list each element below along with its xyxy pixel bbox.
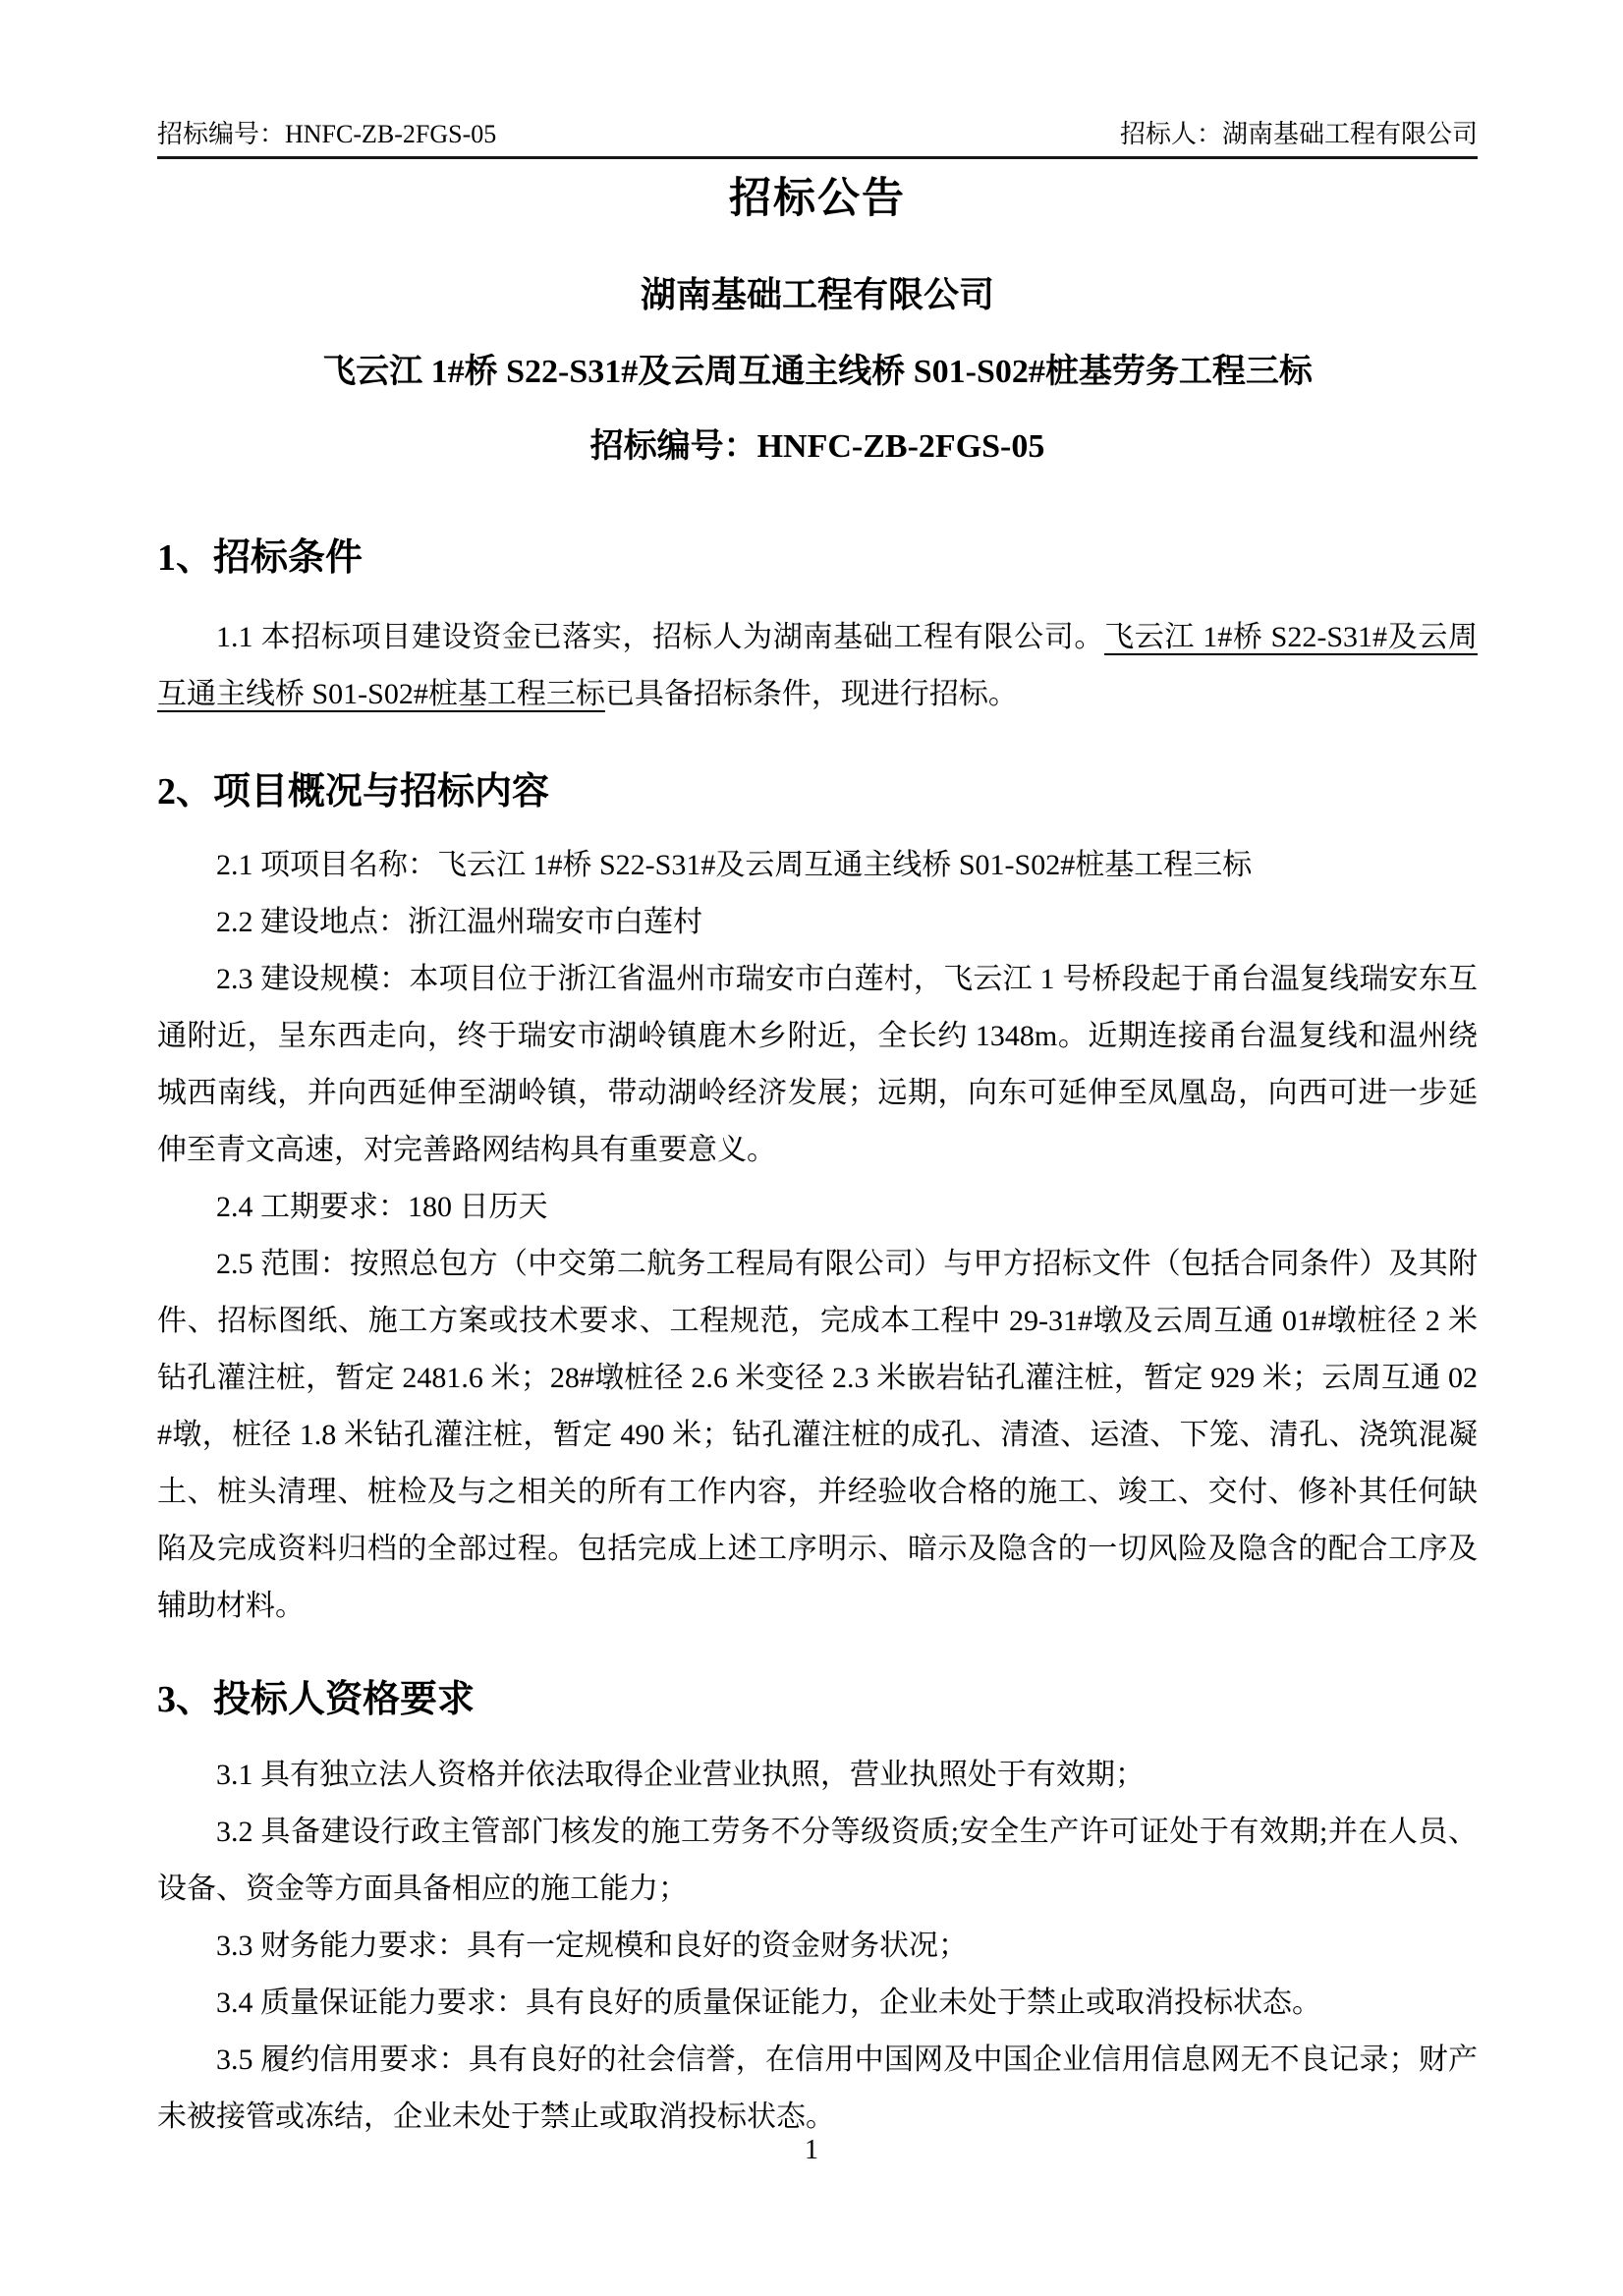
document-body: [157, 167, 1478, 2146]
section-2-item-2-5: 2.5 范围：按照总包方（中交第二航务工程局有限公司）与甲方招标文件（包括合同条件）及其附件、招标图纸、施工方案或技术要求、工程规范，完成本工程中 29-31#墩及云周互通 01#墩桩径 2 米钻孔灌注桩，暂定 2481.6 米；28#墩桩径 2.6 米变径 2.3 米嵌岩钻孔灌注桩，暂定 929 米；云周互通 02#墩，桩径 1.8 米钻孔灌注桩，暂定 490 米；钻孔灌注桩的成孔、清渣、运渣、下笼、清孔、浇筑混凝土、桩头清理、桩检及与之相关的所有工作内容，并经验收合格的施工、竣工、交付、修补其任何缺陷及完成资料归档的全部过程。包括完成上述工序明示、暗示及隐含的一切风险及隐含的配合工序及辅助材料。: [157, 1248, 1478, 1622]
page-number: 1: [805, 2135, 818, 2165]
section-1-paragraph-1-1: [157, 609, 1478, 723]
section-1-heading: 1、招标条件: [157, 537, 364, 579]
paragraph-1-1-post: 已具备招标条件，现进行招标。: [604, 678, 1018, 710]
section-3-item-3-4: 3.4 质量保证能力要求：具有良好的质量保证能力，企业未处于禁止或取消投标状态。: [216, 1987, 1321, 2019]
project-name: 飞云江 1#桥 S22-S31#及云周互通主线桥 S01-S02#桩基劳务工程三标: [322, 354, 1313, 390]
header-tender-no: 招标编号：HNFC-ZB-2FGS-05: [157, 120, 497, 148]
section-2-item-2-4: 2.4 工期要求：180 日历天: [216, 1191, 548, 1223]
section-2-item-2-2: 2.2 建设地点：浙江温州瑞安市白莲村: [216, 906, 702, 938]
document-title: 招标公告: [729, 176, 906, 222]
paragraph-1-1-underlined: 飞云江 1#桥 S22-S31#及云周互通主线桥 S01-S02#桩基工程三标: [157, 621, 1479, 710]
paragraph-1-1-pre: 1.1 本招标项目建设资金已落实，招标人为湖南基础工程有限公司。: [216, 621, 1105, 653]
section-3-item-3-1: 3.1 具有独立法人资格并依法取得企业营业执照，营业执照处于有效期；: [216, 1759, 1145, 1791]
section-3-item-3-5: 3.5 履约信用要求：具有良好的社会信誉，在信用中国网及中国企业信用信息网无不良记录；财产未被接管或冻结，企业未处于禁止或取消投标状态。: [157, 2044, 1478, 2133]
header-tenderee: 招标人：湖南基础工程有限公司: [1119, 120, 1478, 148]
section-2-heading: 2、项目概况与招标内容: [157, 771, 550, 812]
section-3-item-3-2: 3.2 具备建设行政主管部门核发的施工劳务不分等级资质;安全生产许可证处于有效期;并在人员、设备、资金等方面具备相应的施工能力；: [157, 1816, 1478, 1905]
tender-number: 招标编号：HNFC-ZB-2FGS-05: [589, 428, 1045, 465]
section-3-heading: 3、投标人资格要求: [157, 1679, 476, 1720]
section-3-item-3-3: 3.3 财务能力要求：具有一定规模和良好的资金财务状况；: [216, 1930, 968, 1962]
company-name: 湖南基础工程有限公司: [640, 275, 994, 314]
section-2-item-2-3: 2.3 建设规模：本项目位于浙江省温州市瑞安市白莲村，飞云江 1 号桥段起于甬台温复线瑞安东互通附近，呈东西走向，终于瑞安市湖岭镇鹿木乡附近，全长约 1348m。近期连接甬台温复线和温州绕城西南线，并向西延伸至湖岭镇，带动湖岭经济发展；远期，向东可延伸至凤凰岛，向西可进一步延伸至青文高速，对完善路网结构具有重要意义。: [157, 963, 1478, 1166]
section-2-item-2-1: 2.1 项项目名称：飞云江 1#桥 S22-S31#及云周互通主线桥 S01-S02#桩基工程三标: [216, 849, 1253, 881]
page-header: [157, 120, 1478, 159]
